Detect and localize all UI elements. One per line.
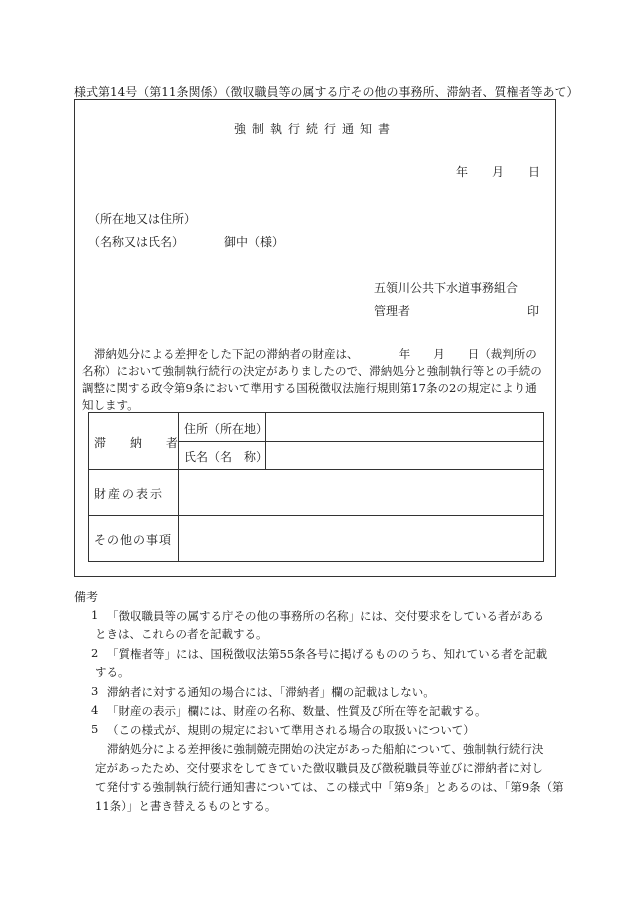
delinquent-label: 滞 納 者	[94, 436, 179, 450]
body-line-1: 滞納処分による差押をした下記の滞納者の財産は、 年 月 日（裁判所の	[94, 347, 537, 361]
form-header: 様式第14号（第11条関係）（徴収職員等の属する庁その他の事務所、滞納者、質権者等あて）	[74, 85, 579, 99]
seal-mark: 印	[527, 304, 540, 318]
note-text: 11条）」と書き替えるものとする。	[95, 799, 277, 813]
salutation: 御中（様）	[224, 235, 285, 249]
note-text: 滞納処分による差押後に強制競売開始の決定があった船舶について、強制執行続行決	[107, 742, 544, 756]
note-number: 5	[91, 722, 99, 736]
property-label: 財産の表示	[94, 487, 165, 501]
note-text: 「財産の表示」欄には、財産の名称、数量、性質及び所在等を記載する。	[107, 704, 487, 718]
name-label: （名称又は氏名）	[88, 235, 185, 249]
date-month: 月	[492, 165, 505, 179]
note-text: する。	[95, 665, 130, 679]
note-number: 1	[91, 608, 99, 622]
note-number: 4	[91, 703, 99, 717]
date-year: 年	[456, 165, 469, 179]
other-matters-label: その他の事項	[94, 533, 173, 547]
name-cell-label: 氏名（名 称）	[184, 450, 269, 464]
note-text: 滞納者に対する通知の場合には、「滞納者」欄の記載はしない。	[107, 685, 435, 699]
body-line-4: 知します。	[82, 398, 139, 412]
form-title: 強制執行続行通知書	[233, 122, 396, 136]
note-text: 定があったため、交付要求をしてきていた徴収職員及び徴税職員等並びに滞納者に対し	[95, 761, 543, 775]
body-line-3: 調整に関する政令第9条において準用する国税徴収法施行規則第17条の2の規定により通	[82, 381, 537, 395]
issuer-org: 五領川公共下水道事務組合	[374, 281, 519, 295]
address-label: （所在地又は住所）	[88, 212, 197, 226]
note-number: 3	[91, 684, 99, 698]
form-frame	[74, 99, 556, 577]
note-text: て発付する強制執行続行通知書については、この様式中「第9条」とあるのは、「第9条（第	[95, 780, 564, 794]
issuer-role: 管理者	[374, 304, 411, 318]
notes-title: 備考	[74, 590, 99, 604]
body-line-2: 名称）において強制執行続行の決定がありましたので、滞納処分と強制執行等との手続の	[82, 364, 542, 378]
note-text: （この様式が、規則の規定において準用される場合の取扱いについて）	[107, 723, 475, 737]
note-text: 「徴収職員等の属する庁その他の事務所の名称」には、交付要求をしている者がある	[107, 609, 544, 623]
note-text: ときは、これらの者を記載する。	[95, 627, 268, 641]
note-text: 「質権者等」には、国税徴収法第55条各号に掲げるもののうち、知れている者を記載	[107, 647, 548, 661]
address-cell-label: 住所（所在地）	[184, 422, 269, 436]
note-number: 2	[91, 646, 99, 660]
date-day: 日	[528, 165, 541, 179]
